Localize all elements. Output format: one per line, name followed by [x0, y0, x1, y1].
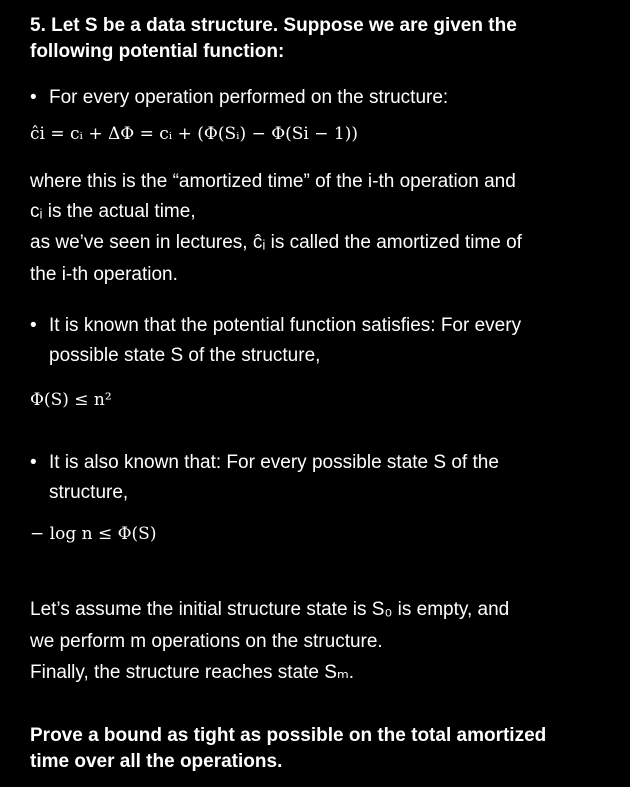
title-text: following potential function: [30, 41, 285, 62]
bullet-1-text: For every operation performed on the structure: [49, 87, 449, 108]
question-line-1: Prove a bound as tight as possible on the total amortized [30, 725, 547, 746]
paragraph-1-line-3: as we’ve seen in lectures, ĉᵢ is called the amortized time of [30, 232, 522, 253]
problem-title-line-2 [30, 40, 284, 64]
bullet-dot: • [30, 87, 37, 108]
bullet-3-line-2: structure, [49, 482, 129, 503]
bullet-dot: • [30, 315, 37, 336]
bullet-2-line-2: possible state S of the structure, [49, 345, 321, 366]
paragraph-2-line-3: Finally, the structure reaches state Sₘ. [30, 662, 355, 683]
equation-lower-bound: − log n ≤ Φ(S) [30, 524, 157, 544]
equation-amortized-cost: ĉi = cᵢ + ΔΦ = cᵢ + (Φ(Sᵢ) − Φ(Si − 1)) [30, 124, 358, 144]
bullet-2-line-1: It is known that the potential function satisfies: For every [49, 315, 522, 336]
paragraph-1-line-4: the i-th operation. [30, 264, 178, 285]
equation-upper-bound: Φ(S) ≤ n² [30, 390, 112, 410]
paragraph-2-line-1: Let’s assume the initial structure state is S₀ is empty, and [30, 599, 510, 620]
question-line-2: time over all the operations. [30, 751, 283, 772]
bullet-3-line-1: It is also known that: For every possible state S of the [49, 452, 499, 473]
bullet-dot: • [30, 452, 37, 473]
paragraph-1-line-1: where this is the “amortized time” of the i-th operation and [30, 171, 516, 192]
paragraph-1-line-2: cᵢ is the actual time, [30, 201, 196, 222]
paragraph-2-line-2: we perform m operations on the structure. [30, 631, 383, 652]
problem-title-line-1 [30, 14, 517, 38]
title-text: 5. Let S be a data structure. Suppose we are given the [30, 15, 517, 36]
